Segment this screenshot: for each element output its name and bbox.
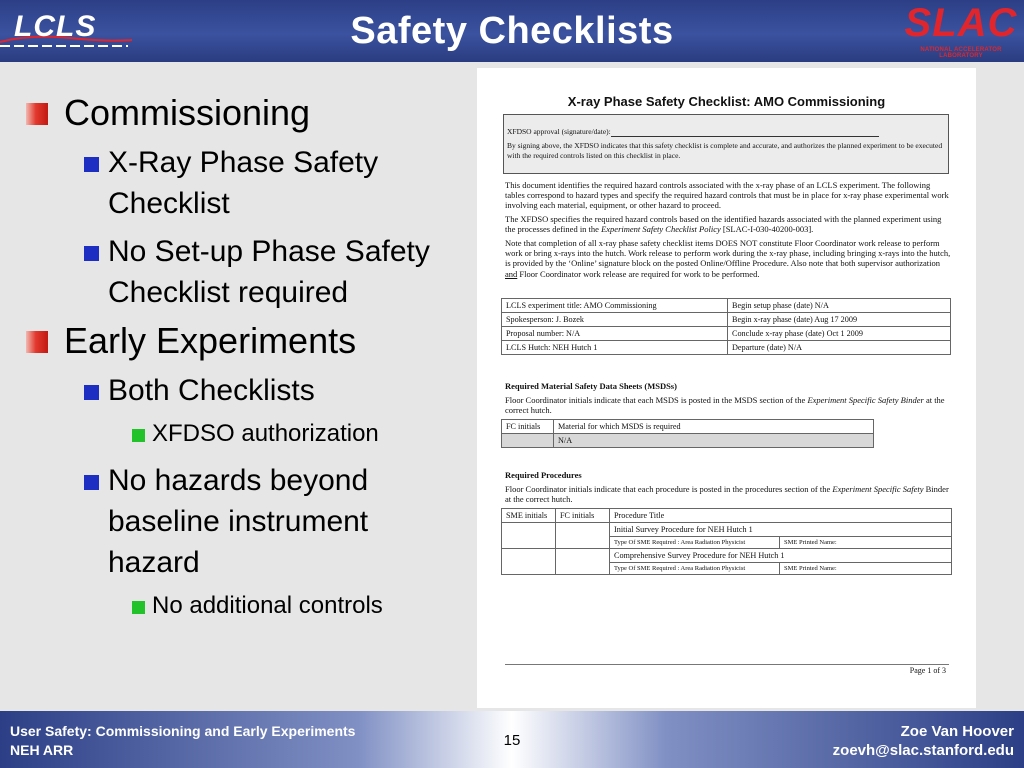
blue-square-bullet-icon — [84, 246, 99, 261]
table-cell — [556, 549, 610, 575]
table-cell — [502, 434, 554, 448]
lcls-logo-text: LCLS — [14, 10, 97, 43]
table-row — [502, 313, 951, 327]
policy-text: The XFDSO specifies the required hazard controls based on the identified hazards associated with the planned experiment using the processes defined in the — [505, 214, 942, 235]
green-square-bullet-icon — [132, 601, 145, 614]
experiment-info-table — [501, 298, 951, 355]
bullet-xray-phase — [24, 142, 464, 224]
red-square-bullet-icon — [26, 331, 48, 353]
msds-text: Floor Coordinator initials indicate that each MSDS is posted in the MSDS section of the — [505, 395, 808, 405]
work-release-and: and — [505, 268, 518, 279]
bullet-list — [24, 92, 464, 632]
slide-footer — [0, 711, 1024, 768]
work-release-paragraph — [505, 238, 951, 279]
table-row — [502, 299, 951, 313]
policy-name: Experiment Safety Checklist Policy — [601, 224, 721, 235]
work-release-text: Note that completion of all x-ray phase safety checklist items DOES NOT constitute Floor Coordinator work release to perform work or bring x-rays into the hutch. Work release to perform work during the x-ray phase, including bringing x-rays into the hutch, is provided by the ‘Online’ signature block on the posted Online/Offline Procedure. Also note that both supervisor authorization — [505, 238, 951, 269]
work-release-text-end: Floor Coordinator work release are required for work to be performed. — [517, 268, 760, 279]
bullet-both-checklists — [24, 370, 464, 411]
signature-line — [611, 129, 879, 137]
table-cell: Comprehensive Survey Procedure for NEH Hutch 1 — [610, 549, 952, 563]
document-title: X-ray Phase Safety Checklist: AMO Commissioning — [567, 94, 886, 109]
msds-table — [501, 419, 874, 448]
bullet-text: Both Checklists — [108, 374, 315, 407]
table-row — [502, 420, 874, 434]
table-cell: Begin setup phase (date) N/A — [728, 299, 951, 313]
procedures-table — [501, 508, 952, 575]
bullet-early-experiments — [24, 320, 464, 362]
table-cell: SME Printed Name: — [780, 563, 952, 575]
blue-square-bullet-icon — [84, 475, 99, 490]
footer-author: Zoe Van Hoover — [900, 723, 1014, 740]
bullet-text: XFDSO authorization — [152, 420, 379, 447]
footer-presentation-title: User Safety: Commissioning and Early Experiments — [10, 723, 356, 739]
table-header-cell: Procedure Title — [610, 509, 952, 523]
slac-logo-text: SLAC — [904, 1, 1018, 45]
table-cell: Type Of SME Required : Area Radiation Physicist — [610, 537, 780, 549]
document-footer-divider — [505, 664, 949, 665]
procedures-binder: Experiment Specific Safety — [832, 484, 924, 494]
table-cell: Conclude x-ray phase (date) Oct 1 2009 — [728, 327, 951, 341]
bullet-text: Early Experiments — [64, 320, 357, 361]
table-row — [502, 523, 952, 537]
procedures-heading: Required Procedures — [505, 470, 582, 480]
green-square-bullet-icon — [132, 429, 145, 442]
table-cell — [502, 523, 556, 549]
table-cell: Spokesperson: J. Bozek — [502, 313, 728, 327]
procedures-text: Floor Coordinator initials indicate that each procedure is posted in the procedures section of the — [505, 484, 833, 494]
table-cell: Initial Survey Procedure for NEH Hutch 1 — [610, 523, 952, 537]
table-cell: LCLS experiment title: AMO Commissioning — [502, 299, 728, 313]
document-page-label: Page 1 of 3 — [909, 666, 946, 675]
table-cell: SME Printed Name: — [780, 537, 952, 549]
msds-text-end: at the correct hutch. — [505, 395, 945, 416]
slac-logo-subtext: NATIONAL ACCELERATOR LABORATORY — [920, 47, 1002, 59]
red-square-bullet-icon — [26, 103, 48, 125]
table-cell — [502, 549, 556, 575]
table-row — [502, 509, 952, 523]
table-cell: Begin x-ray phase (date) Aug 17 2009 — [728, 313, 951, 327]
slide-number: 15 — [503, 732, 521, 749]
table-cell — [556, 523, 610, 549]
bullet-text: No hazards beyond baseline instrument hazard — [108, 464, 369, 579]
intro-paragraph: This document identifies the required hazard controls associated with the x-ray phase of an LCLS experiment. The following tables correspond to hazard types and specify the required hazard controls that must be in place for x-ray phase experimental work involving each material, equipment, or other hazard to proceed. — [505, 180, 949, 211]
table-cell: N/A — [554, 434, 874, 448]
bullet-text: Commissioning — [64, 92, 311, 133]
approval-box — [503, 114, 949, 174]
bullet-text: No additional controls — [152, 592, 383, 619]
footer-event: NEH ARR — [10, 742, 74, 758]
footer-email: zoevh@slac.stanford.edu — [832, 742, 1014, 759]
table-header-cell: FC initials — [556, 509, 610, 523]
procedures-paragraph — [505, 484, 951, 504]
table-row — [502, 327, 951, 341]
bullet-no-setup — [24, 231, 464, 313]
blue-square-bullet-icon — [84, 157, 99, 172]
approval-label: XFDSO approval (signature/date): — [507, 127, 611, 136]
bullet-no-hazards — [24, 460, 464, 583]
bullet-text: No Set-up Phase Safety Checklist required — [108, 235, 430, 309]
approval-note: By signing above, the XFDSO indicates that this safety checklist is complete and accurate, and authorizes the planned experiment to be executed with the required controls listed on this checklist in place. — [507, 141, 943, 160]
checklist-document-image — [477, 68, 976, 708]
table-header-cell: SME initials — [502, 509, 556, 523]
bullet-no-controls — [24, 590, 464, 622]
table-row — [502, 341, 951, 355]
procedures-text-end: Binder at the correct hutch. — [505, 484, 949, 505]
msds-binder: Experiment Specific Safety Binder — [807, 395, 924, 405]
slide-title: Safety Checklists — [350, 10, 674, 52]
table-cell: Type Of SME Required : Area Radiation Physicist — [610, 563, 780, 575]
table-row — [502, 549, 952, 563]
msds-paragraph — [505, 395, 951, 415]
msds-heading: Required Material Safety Data Sheets (MSDSs) — [505, 381, 677, 391]
table-cell: LCLS Hutch: NEH Hutch 1 — [502, 341, 728, 355]
bullet-text: X-Ray Phase Safety Checklist — [108, 146, 379, 220]
bullet-commissioning — [24, 92, 464, 134]
slac-logo — [902, 1, 1020, 59]
policy-paragraph — [505, 214, 951, 234]
bullet-xfdso — [24, 418, 464, 450]
table-cell: Proposal number: N/A — [502, 327, 728, 341]
blue-square-bullet-icon — [84, 385, 99, 400]
policy-id: [SLAC-I-030-40200-003]. — [720, 224, 814, 235]
slide-header — [0, 0, 1024, 62]
table-header-cell: FC initials — [502, 420, 554, 434]
table-header-cell: Material for which MSDS is required — [554, 420, 874, 434]
table-cell: Departure (date) N/A — [728, 341, 951, 355]
table-row — [502, 434, 874, 448]
